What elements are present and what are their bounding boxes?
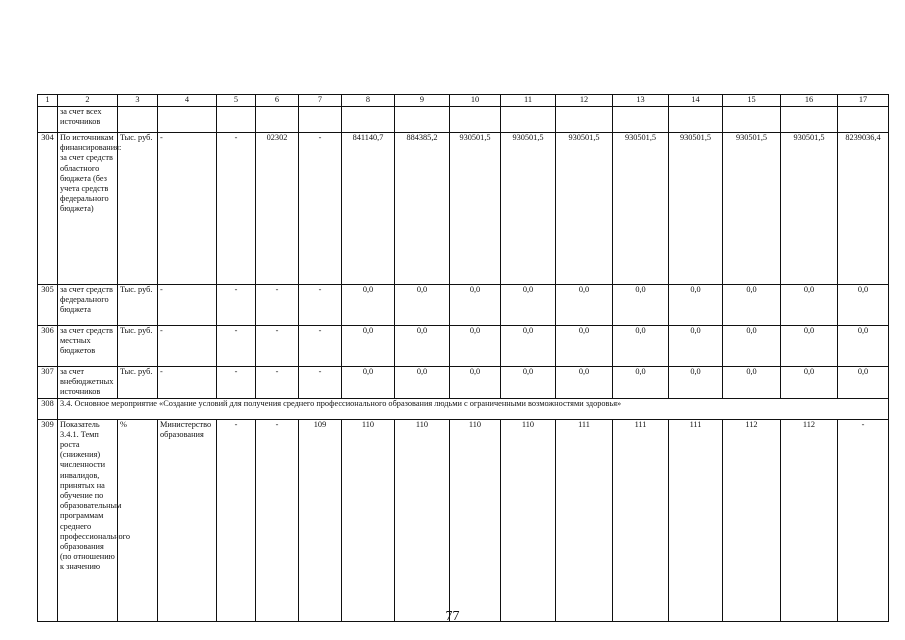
table-cell: 884385,2: [395, 133, 450, 285]
table-cell: -: [158, 133, 217, 285]
table-cell: 930501,5: [556, 133, 613, 285]
table-cell: [450, 107, 501, 133]
table-cell: [781, 107, 838, 133]
table-cell: [556, 107, 613, 133]
table-cell: 8239036,4: [838, 133, 889, 285]
table-cell: 0,0: [342, 326, 395, 367]
table-cell: 306: [38, 326, 58, 367]
table-cell: [299, 107, 342, 133]
table-cell: 0,0: [395, 367, 450, 399]
table-row: [38, 326, 889, 367]
column-header: 1: [38, 95, 58, 107]
column-header: 10: [450, 95, 501, 107]
table-cell: 110: [395, 419, 450, 621]
column-header: 3: [118, 95, 158, 107]
table-cell: Тыс. руб.: [118, 326, 158, 367]
table-cell: 111: [556, 419, 613, 621]
table-cell: [38, 107, 58, 133]
table-cell: 0,0: [838, 367, 889, 399]
table-cell: -: [158, 285, 217, 326]
table-cell: 110: [501, 419, 556, 621]
table-cell: 02302: [256, 133, 299, 285]
table-cell: 930501,5: [781, 133, 838, 285]
table-cell: -: [299, 367, 342, 399]
table-cell: [613, 107, 669, 133]
table-cell: 930501,5: [669, 133, 723, 285]
table-cell: [838, 107, 889, 133]
table-row: [38, 107, 889, 133]
table-cell: 110: [342, 419, 395, 621]
column-header: 8: [342, 95, 395, 107]
table-cell: [118, 107, 158, 133]
table-cell: -: [217, 285, 256, 326]
table-cell: -: [256, 326, 299, 367]
table-cell: 111: [613, 419, 669, 621]
table-cell: [217, 107, 256, 133]
table-cell: [256, 107, 299, 133]
column-header: 7: [299, 95, 342, 107]
table-cell: 0,0: [501, 326, 556, 367]
table-cell: 0,0: [450, 367, 501, 399]
column-header: 13: [613, 95, 669, 107]
table-cell: за счет внебюджетных источников: [58, 367, 118, 399]
table-cell: 0,0: [781, 285, 838, 326]
table-cell: 305: [38, 285, 58, 326]
table-row: [38, 133, 889, 285]
table-cell: 841140,7: [342, 133, 395, 285]
column-header: 12: [556, 95, 613, 107]
table-row: [38, 398, 889, 419]
table-cell: 0,0: [395, 326, 450, 367]
table-cell: 930501,5: [613, 133, 669, 285]
table-cell: [395, 107, 450, 133]
column-header: 14: [669, 95, 723, 107]
table-cell: 112: [723, 419, 781, 621]
table-row: [38, 419, 889, 621]
column-header: 6: [256, 95, 299, 107]
table-row: [38, 285, 889, 326]
column-header: 15: [723, 95, 781, 107]
column-header: 11: [501, 95, 556, 107]
table-cell: -: [158, 367, 217, 399]
table-cell: 0,0: [838, 285, 889, 326]
table-cell: -: [158, 326, 217, 367]
table-cell: -: [256, 419, 299, 621]
table-cell: -: [217, 326, 256, 367]
table-cell: 0,0: [556, 326, 613, 367]
table-cell: за счет всех источников: [58, 107, 118, 133]
table-cell: Тыс. руб.: [118, 285, 158, 326]
table-cell: 0,0: [613, 326, 669, 367]
table-cell: -: [299, 133, 342, 285]
column-header: 9: [395, 95, 450, 107]
table-cell: 0,0: [723, 285, 781, 326]
table-cell: -: [256, 285, 299, 326]
column-header: 2: [58, 95, 118, 107]
table-cell: 0,0: [669, 367, 723, 399]
table-cell: -: [838, 419, 889, 621]
table-cell: 0,0: [781, 367, 838, 399]
table-cell: 0,0: [501, 285, 556, 326]
table-cell: 304: [38, 133, 58, 285]
table-row: [38, 367, 889, 399]
table-cell: 0,0: [501, 367, 556, 399]
table-cell: 111: [669, 419, 723, 621]
table-cell: [158, 107, 217, 133]
column-header: 5: [217, 95, 256, 107]
column-header: 4: [158, 95, 217, 107]
header-row: [38, 95, 889, 107]
table-cell: -: [299, 326, 342, 367]
table-cell: 112: [781, 419, 838, 621]
table-cell: -: [217, 419, 256, 621]
table-cell: 930501,5: [723, 133, 781, 285]
table-cell: 0,0: [723, 367, 781, 399]
table-cell: 0,0: [613, 367, 669, 399]
table-cell: 0,0: [556, 285, 613, 326]
table-cell: 309: [38, 419, 58, 621]
section-heading: 3.4. Основное мероприятие «Создание условий для получения среднего профессионального образования людьми с ограниченными возможностями здоровья»: [58, 398, 889, 419]
table-cell: за счет средств местных бюджетов: [58, 326, 118, 367]
table-cell: -: [299, 285, 342, 326]
table-cell: 930501,5: [501, 133, 556, 285]
table-cell: Министерство образования: [158, 419, 217, 621]
table-cell: -: [217, 133, 256, 285]
table-cell: 0,0: [450, 285, 501, 326]
table-cell: 0,0: [342, 367, 395, 399]
table-cell: [342, 107, 395, 133]
table-cell: 0,0: [669, 326, 723, 367]
table-cell: 0,0: [342, 285, 395, 326]
table-cell: -: [217, 367, 256, 399]
table-cell: 0,0: [395, 285, 450, 326]
table-cell: Тыс. руб.: [118, 133, 158, 285]
table-cell: По источникам финансирования: за счет средств областного бюджета (без учета средств федерального бюджета): [58, 133, 118, 285]
table-cell: 307: [38, 367, 58, 399]
table-cell: 0,0: [781, 326, 838, 367]
table-cell: [723, 107, 781, 133]
column-header: 17: [838, 95, 889, 107]
table-cell: 0,0: [838, 326, 889, 367]
page-number: 77: [445, 609, 460, 624]
table-cell: Показатель 3.4.1. Темп роста (снижения) численности инвалидов, принятых на обучение по образовательным программам среднего профессионального образования (по отношению к значению: [58, 419, 118, 621]
table-cell: [669, 107, 723, 133]
column-header: 16: [781, 95, 838, 107]
row-number: 308: [38, 398, 58, 419]
table-cell: 0,0: [723, 326, 781, 367]
table-cell: 0,0: [556, 367, 613, 399]
table-cell: 0,0: [613, 285, 669, 326]
data-table: [37, 94, 889, 622]
table-cell: 930501,5: [450, 133, 501, 285]
table-cell: [501, 107, 556, 133]
table-cell: %: [118, 419, 158, 621]
table-cell: 109: [299, 419, 342, 621]
table-cell: -: [256, 367, 299, 399]
table-cell: 0,0: [450, 326, 501, 367]
table-cell: 110: [450, 419, 501, 621]
table-cell: за счет средств федерального бюджета: [58, 285, 118, 326]
table-cell: Тыс. руб.: [118, 367, 158, 399]
table-cell: 0,0: [669, 285, 723, 326]
